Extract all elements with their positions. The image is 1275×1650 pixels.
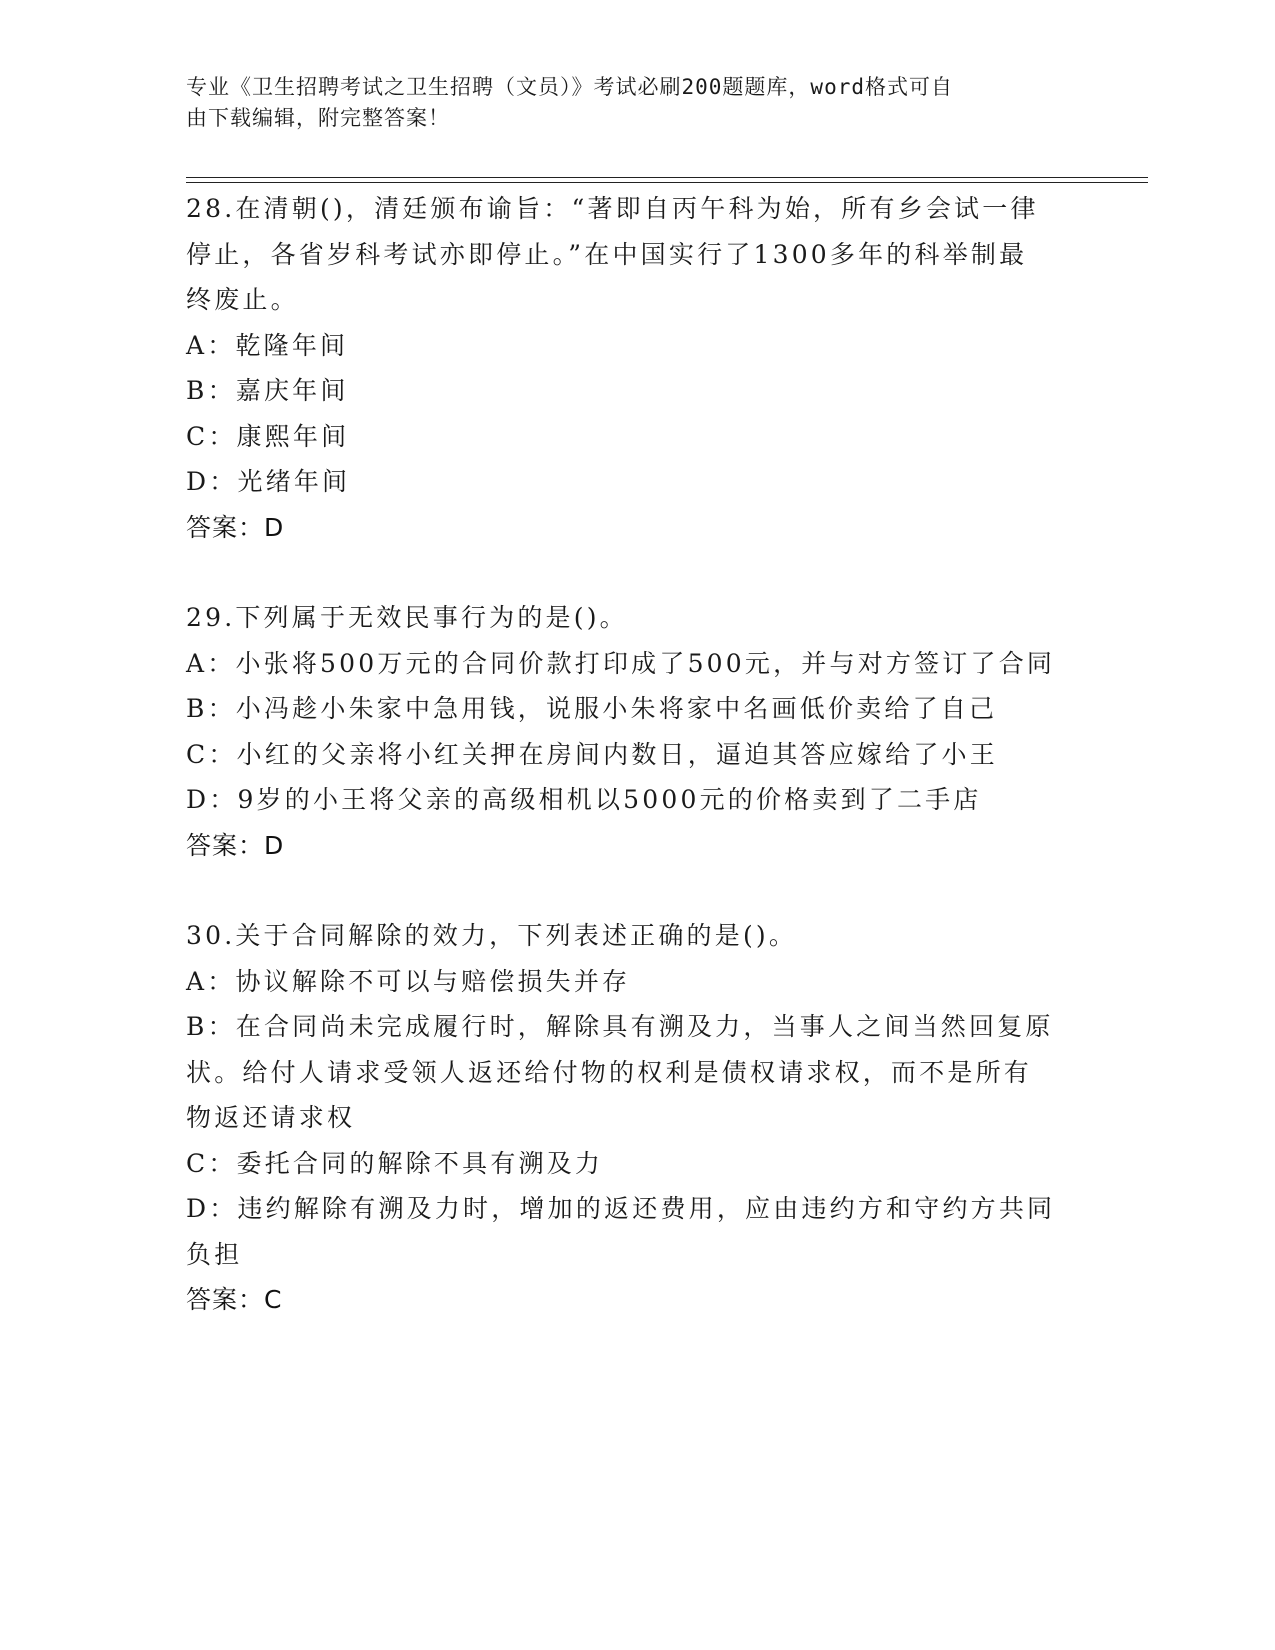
question-stem-line: 终废止。 bbox=[186, 285, 299, 314]
answer-label: 答案：D bbox=[186, 512, 285, 542]
question-29 bbox=[186, 595, 1076, 868]
question-stem-line: 停止，各省岁科考试亦即停止。”在中国实行了1300多年的科举制最 bbox=[186, 239, 1028, 269]
option-c: C：委托合同的解除不具有溯及力 bbox=[186, 1148, 604, 1178]
option-a: A：小张将500万元的合同价款打印成了500元，并与对方签订了合同 bbox=[186, 648, 1056, 678]
answer-label: 答案：C bbox=[186, 1285, 283, 1314]
question-list bbox=[186, 186, 1076, 1323]
option-b: B：在合同尚未完成履行时，解除具有溯及力，当事人之间当然回复原 bbox=[186, 1012, 1054, 1041]
answer-label: 答案：D bbox=[186, 830, 285, 860]
option-b: B：小冯趁小朱家中急用钱，说服小朱将家中名画低价卖给了自己 bbox=[186, 694, 998, 723]
question-stem-line: 30.关于合同解除的效力，下列表述正确的是()。 bbox=[186, 921, 798, 950]
header-divider-bottom bbox=[186, 182, 1148, 183]
question-30 bbox=[186, 913, 1076, 1323]
header-line-2: 由下载编辑，附完整答案！ bbox=[186, 106, 450, 130]
option-c: C：康熙年间 bbox=[186, 421, 350, 451]
header-line-1: 专业《卫生招聘考试之卫生招聘（文员）》考试必刷200题题库，word格式可自 bbox=[186, 75, 953, 99]
question-spacer bbox=[186, 550, 1076, 595]
option-b-continued: 物返还请求权 bbox=[186, 1103, 356, 1132]
question-stem-line: 28.在清朝()，清廷颁布谕旨：“著即自丙午科为始，所有乡会试一律 bbox=[186, 194, 1039, 223]
option-b-continued: 状。给付人请求受领人返还给付物的权利是债权请求权，而不是所有 bbox=[186, 1057, 1033, 1087]
option-a: A：乾隆年间 bbox=[186, 330, 349, 360]
option-c: C：小红的父亲将小红关押在房间内数日，逼迫其答应嫁给了小王 bbox=[186, 739, 998, 769]
option-a: A：协议解除不可以与赔偿损失并存 bbox=[186, 966, 631, 996]
option-d-continued: 负担 bbox=[186, 1239, 243, 1269]
option-d: D：违约解除有溯及力时，增加的返还费用，应由违约方和守约方共同 bbox=[186, 1194, 1056, 1223]
header-divider-top bbox=[186, 177, 1148, 178]
document-header bbox=[186, 72, 1066, 134]
question-stem-line: 29.下列属于无效民事行为的是()。 bbox=[186, 603, 628, 632]
option-b: B：嘉庆年间 bbox=[186, 376, 349, 405]
question-spacer bbox=[186, 868, 1076, 913]
option-d: D：光绪年间 bbox=[186, 467, 351, 496]
question-28 bbox=[186, 186, 1076, 550]
option-d: D：9岁的小王将父亲的高级相机以5000元的价格卖到了二手店 bbox=[186, 785, 982, 814]
